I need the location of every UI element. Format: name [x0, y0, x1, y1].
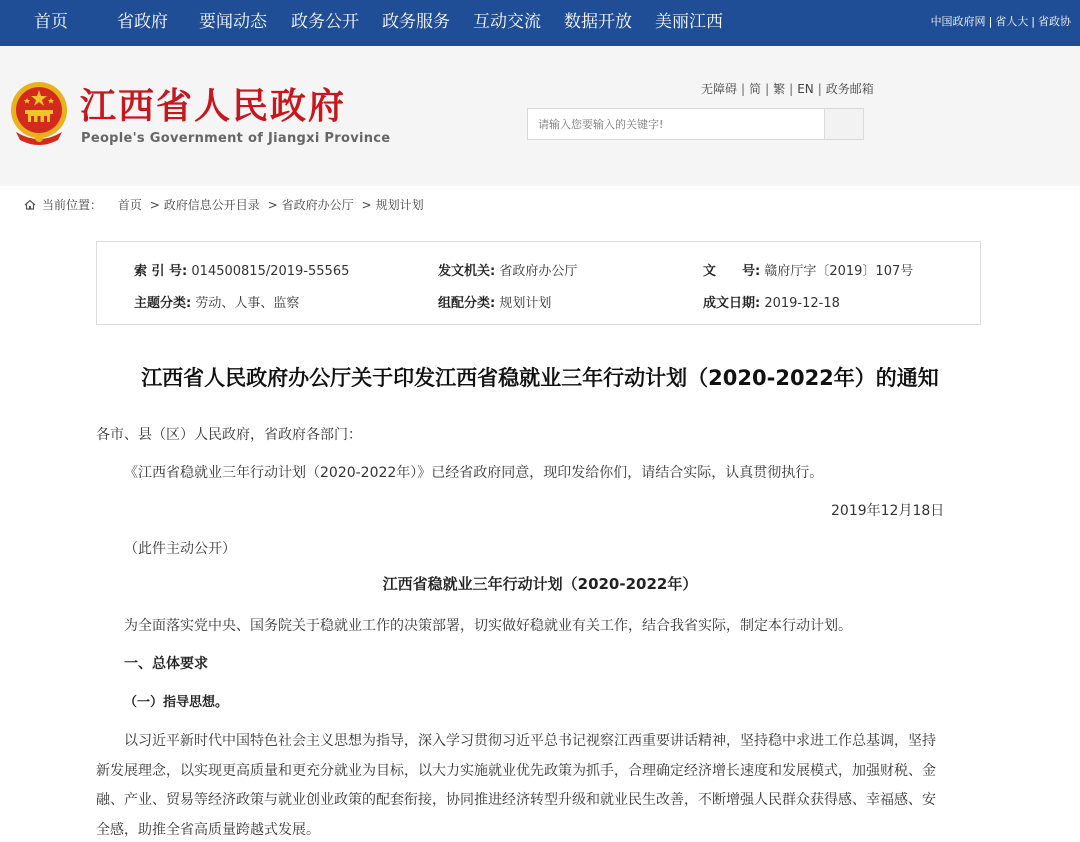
info-date: [703, 292, 840, 311]
article-salutation: 各市、县（区）人民政府，省政府各部门：: [96, 427, 362, 443]
breadcrumb-item-catalog[interactable]: 政府信息公开目录: [163, 198, 260, 212]
nav-item-beautiful-jiangxi[interactable]: 美丽江西: [655, 12, 723, 32]
nav-item-home[interactable]: 首页: [34, 12, 68, 32]
national-emblem-icon[interactable]: [8, 80, 70, 146]
info-issuer-label: 发文机关:: [438, 264, 496, 279]
search-input[interactable]: [527, 108, 825, 140]
body-line: 全感，助推全省高质量跨越式发展。: [96, 821, 320, 838]
nav-item-open-data[interactable]: 数据开放: [564, 12, 632, 32]
article-public-note: （此件主动公开）: [124, 541, 236, 557]
article-date: 2019年12月18日: [831, 503, 945, 519]
breadcrumb-item-home[interactable]: 首页: [117, 198, 142, 212]
link-simplified[interactable]: 简: [749, 82, 762, 96]
link-accessibility[interactable]: 无障碍: [701, 82, 738, 96]
info-index: [134, 260, 349, 279]
nav-item-news[interactable]: 要闻动态: [199, 12, 267, 32]
document-info-box: [96, 241, 981, 325]
body-paragraph: [96, 727, 976, 842]
info-topic: [134, 292, 299, 311]
info-category-value: 规划计划: [499, 296, 552, 311]
site-subtitle: People's Government of Jiangxi Province: [81, 131, 391, 146]
info-issuer-value: 省政府办公厅: [499, 264, 578, 279]
nav-item-government-affairs-open[interactable]: 政务公开: [291, 12, 359, 32]
body-line: 融、产业、贸易等经济政策与就业创业政策的配套衔接，协同推进经济转型升级和就业民生改善，不断增强人民群众获得感、幸福感、安: [96, 792, 936, 808]
breadcrumb: [24, 196, 424, 213]
breadcrumb-separator: >: [361, 198, 372, 212]
info-index-label: 索 引 号:: [134, 264, 188, 279]
article-intro: 《江西省稳就业三年行动计划（2020-2022年）》已经省政府同意，现印发给你们，请结合实际，认真贯彻执行。: [124, 465, 824, 481]
nav-item-provincial-government[interactable]: 省政府: [117, 12, 168, 32]
section-heading-general-requirements: 一、总体要求: [124, 656, 208, 672]
body-line: 以习近平新时代中国特色社会主义思想为指导，深入学习贯彻习近平总书记视察江西重要讲话精神，坚持稳中求进工作总基调，坚持: [124, 733, 936, 749]
info-date-label: 成文日期:: [703, 296, 761, 311]
top-right-links: 中国政府网 | 省人大 | 省政协: [930, 15, 1071, 28]
breadcrumb-item-planning[interactable]: 规划计划: [375, 198, 424, 212]
search-button[interactable]: [825, 108, 864, 140]
link-central-government[interactable]: 中国政府网: [930, 15, 986, 28]
info-category: [438, 292, 551, 311]
info-issuer: [438, 260, 577, 279]
breadcrumb-item-office[interactable]: 省政府办公厅: [281, 198, 354, 212]
info-category-label: 组配分类:: [438, 296, 496, 311]
breadcrumb-label: 当前位置：: [42, 198, 103, 212]
info-date-value: 2019-12-18: [764, 296, 840, 311]
breadcrumb-separator: >: [267, 198, 278, 212]
info-topic-value: 劳动、人事、监察: [195, 296, 300, 311]
info-index-value: 014500815/2019-55565: [191, 264, 350, 279]
top-nav: [0, 0, 1080, 46]
info-doc-no-value: 赣府厅字〔2019〕107号: [764, 264, 914, 279]
link-government-mail[interactable]: 政务邮箱: [825, 82, 874, 96]
plan-title: 江西省稳就业三年行动计划（2020-2022年）: [382, 575, 698, 593]
plan-intro: 为全面落实党中央、国务院关于稳就业工作的决策部署，切实做好稳就业有关工作，结合我省实际，制定本行动计划。: [124, 618, 852, 634]
breadcrumb-separator: >: [149, 198, 160, 212]
link-provincial-cppcc[interactable]: 省政协: [1038, 15, 1071, 28]
nav-item-interaction[interactable]: 互动交流: [473, 12, 541, 32]
info-doc-no-label: 文 号:: [703, 264, 761, 279]
link-traditional[interactable]: 繁: [773, 82, 786, 96]
info-topic-label: 主题分类:: [134, 296, 192, 311]
link-provincial-congress[interactable]: 省人大: [995, 15, 1029, 28]
nav-item-government-services[interactable]: 政务服务: [382, 12, 450, 32]
link-english[interactable]: EN: [797, 82, 814, 96]
body-line: 新发展理念，以实现更高质量和更充分就业为目标，以大力实施就业优先政策为抓手，合理确定经济增长速度和发展模式，加强财税、金: [96, 762, 936, 779]
utility-links: 无障碍 | 简 | 繁 | EN | 政务邮箱: [701, 82, 874, 96]
site-title[interactable]: 江西省人民政府: [80, 85, 347, 127]
site-header: [0, 46, 1080, 186]
article-title: 江西省人民政府办公厅关于印发江西省稳就业三年行动计划（2020-2022年）的通知: [141, 366, 939, 390]
home-icon: [24, 199, 36, 210]
subsection-heading-guiding-ideology: （一）指导思想。: [124, 695, 229, 710]
info-doc-no: [703, 260, 913, 279]
